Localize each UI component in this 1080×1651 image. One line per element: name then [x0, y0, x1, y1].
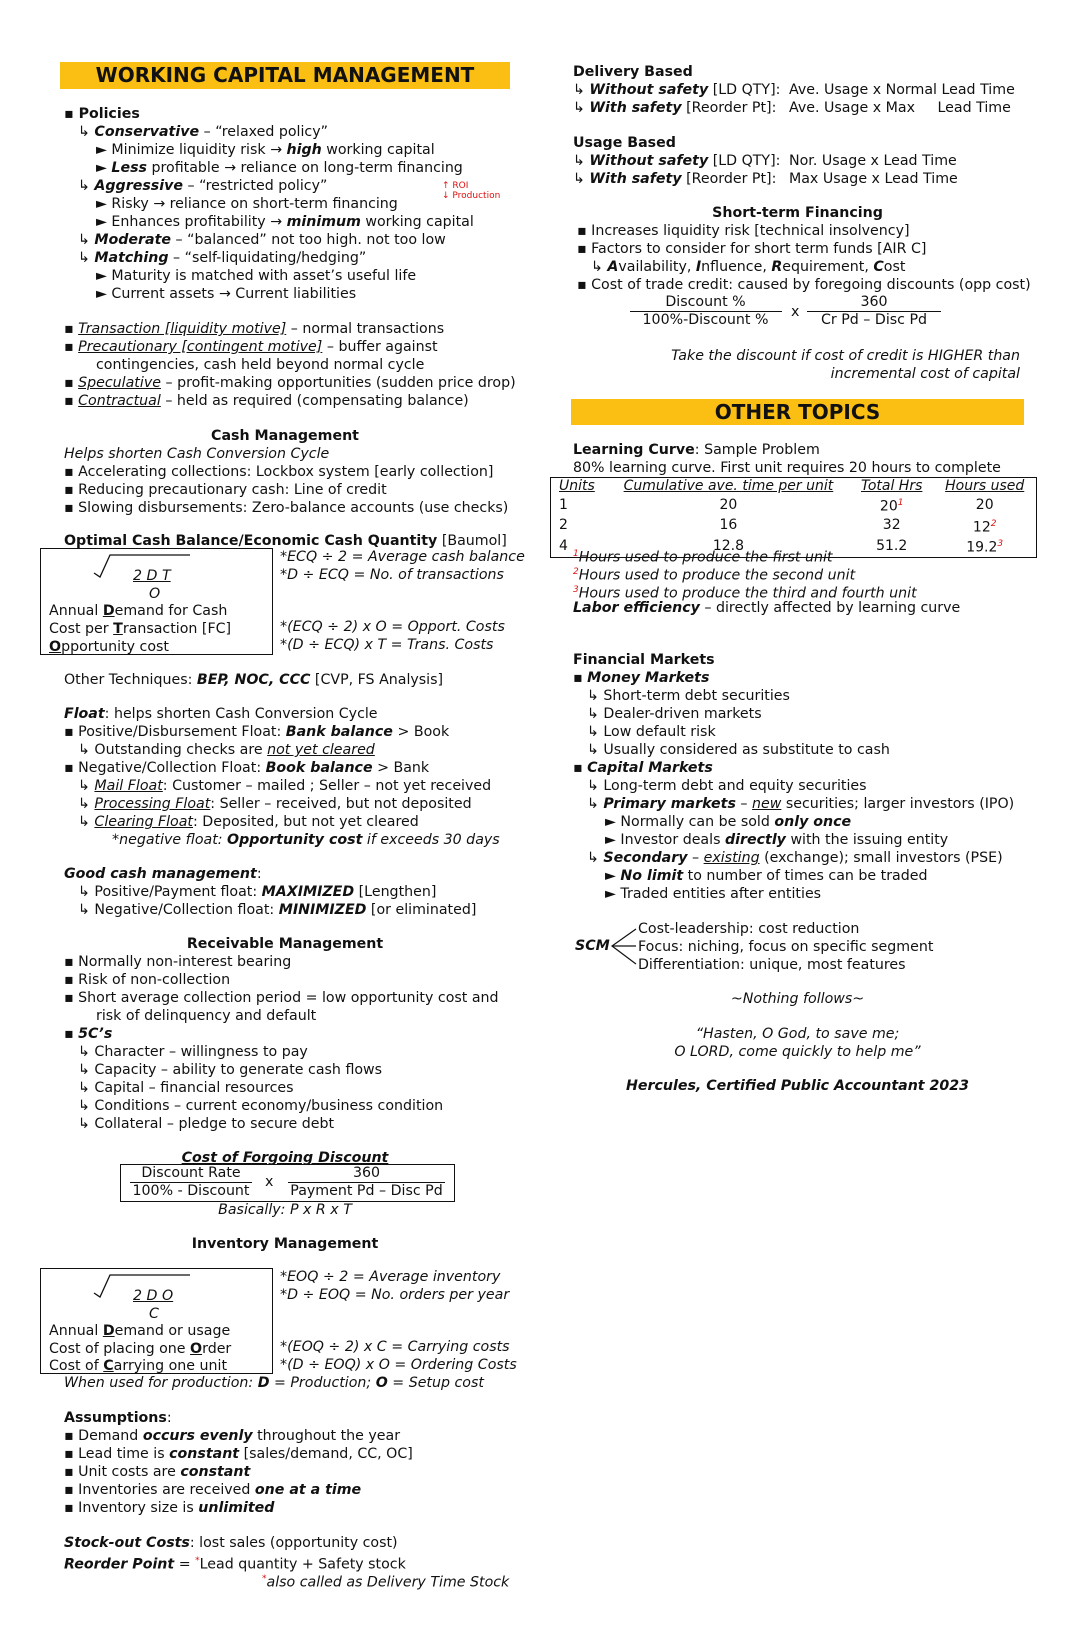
fin-markets-heading: Financial Markets [573, 652, 715, 668]
stf-note: incremental cost of capital [830, 366, 1020, 382]
table-cell: 20 [975, 496, 994, 513]
five-cs-heading: ▪ 5C’s [64, 1026, 113, 1042]
usage-with-safety: ↳ With safety [Reorder Pt]: [573, 171, 777, 187]
motive-contractual: ▪ Contractual – held as required (compensating balance) [64, 393, 469, 409]
stf-multiply: x [791, 304, 800, 320]
reorder-note: *also called as Delivery Time Stock [262, 1574, 510, 1591]
cash-heading: Cash Management [211, 428, 359, 444]
good-cash-heading: Good cash management: [64, 866, 262, 882]
eoq-note: *D ÷ EOQ = No. orders per year [280, 1287, 510, 1303]
table-header: Cumulative ave. time per unit [623, 478, 834, 494]
table-cell: 19.2$^3$ [966, 539, 1004, 556]
cash-sub: Helps shorten Cash Conversion Cycle [64, 446, 330, 462]
delivery-without-safety: ↳ Without safety [LD QTY]: [573, 82, 781, 98]
learning-footnote: $^3$Hours used to produce the third and fourth unit [573, 585, 917, 602]
scm-branch-icon [608, 926, 638, 968]
good-cash-negative: ↳ Negative/Collection float: MINIMIZED [or eliminated] [78, 902, 477, 918]
table-cell: 32 [882, 517, 901, 534]
secondary-market-item: ► Traded entities after entities [605, 886, 822, 902]
assumption-item: ▪ Inventories are received one at a time [64, 1482, 362, 1498]
ecq-numerator: 2 D T [133, 568, 171, 584]
learning-footnote: $^1$Hours used to produce the first unit [573, 549, 833, 566]
receivable-item: ▪ Short average collection period = low opportunity cost and [64, 990, 499, 1006]
five-c-item: ↳ Conditions – current economy/business condition [78, 1098, 444, 1114]
five-c-item: ↳ Character – willingness to pay [78, 1044, 308, 1060]
scm-label: SCM [575, 938, 610, 954]
assumption-item: ▪ Unit costs are constant [64, 1464, 251, 1480]
reorder-point: Reorder Point = *Lead quantity + Safety stock [64, 1556, 406, 1573]
table-row [551, 516, 1037, 537]
policy-aggressive-b2: ► Enhances profitability → minimum working capital [96, 214, 474, 230]
forgo-numerator-1: Discount Rate [141, 1165, 241, 1181]
delivery-with-safety-formula: Ave. Usage x Max Lead Time [789, 100, 1011, 116]
eoq-production-note: When used for production: D = Production; O = Setup cost [64, 1375, 484, 1391]
table-cell: 1 [559, 496, 568, 513]
money-market-item: ↳ Short-term debt securities [587, 688, 790, 704]
policy-conservative-b1: ► Minimize liquidity risk → high working capital [96, 142, 435, 158]
inventory-heading: Inventory Management [191, 1236, 379, 1252]
float-positive: ▪ Positive/Disbursement Float: Bank balance > Book [64, 724, 450, 740]
stf-numerator-1: Discount % [665, 294, 746, 310]
stf-denominator-2: Cr Pd – Disc Pd [820, 312, 928, 328]
eoq-numerator: 2 D O [133, 1288, 174, 1304]
eoq-def-demand: Annual Demand or usage [49, 1323, 231, 1339]
stf-heading: Short-term Financing [712, 205, 883, 221]
nothing-follows: ~Nothing follows~ [730, 991, 865, 1007]
policy-matching: ↳ Matching – “self-liquidating/hedging” [78, 250, 367, 266]
receivable-heading: Receivable Management [186, 936, 384, 952]
stf-item: ▪ Increases liquidity risk [technical insolvency] [577, 223, 910, 239]
forgo-denominator-2: Payment Pd – Disc Pd [290, 1183, 443, 1199]
float-negative: ▪ Negative/Collection Float: Book balance > Bank [64, 760, 430, 776]
eoq-note: *EOQ ÷ 2 = Average inventory [280, 1269, 501, 1285]
assumption-item: ▪ Demand occurs evenly throughout the year [64, 1428, 401, 1444]
policy-aggressive: ↳ Aggressive – “restricted policy” [78, 178, 328, 194]
table-header-row [551, 478, 1037, 496]
labor-efficiency: Labor efficiency – directly affected by learning curve [573, 600, 961, 616]
cash-item: ▪ Slowing disbursements: Zero-balance accounts (use checks) [64, 500, 509, 516]
policy-moderate: ↳ Moderate – “balanced” not too high. not too low [78, 232, 446, 248]
motive-precautionary-cont: contingencies, cash held beyond normal cycle [96, 357, 425, 373]
delivery-heading: Delivery Based [573, 64, 693, 80]
float-note: *negative float: Opportunity cost if exceeds 30 days [112, 832, 500, 848]
author-credit: Hercules, Certified Public Accountant 2023 [625, 1078, 970, 1094]
five-c-item: ↳ Capacity – ability to generate cash flows [78, 1062, 383, 1078]
learning-footnote: $^2$Hours used to produce the second unit [573, 567, 856, 584]
ecq-note: *ECQ ÷ 2 = Average cash balance [280, 549, 525, 565]
table-cell: $12^2$ [972, 518, 997, 536]
delivery-with-safety: ↳ With safety [Reorder Pt]: [573, 100, 777, 116]
money-market-item: ↳ Dealer-driven markets [587, 706, 762, 722]
other-topics-banner [571, 399, 1024, 425]
ecq-note: *D ÷ ECQ = No. of transactions [280, 567, 504, 583]
float-positive-sub: ↳ Outstanding checks are not yet cleared [78, 742, 375, 758]
eoq-note: *(EOQ ÷ 2) x C = Carrying costs [280, 1339, 510, 1355]
secondary-market-item: ► No limit to number of times can be traded [605, 868, 928, 884]
roi-note: ↑ ROI ↓ Production [442, 181, 501, 201]
stf-denominator-1: 100%-Discount % [642, 312, 769, 328]
money-market-item: ↳ Usually considered as substitute to cash [587, 742, 890, 758]
assumption-item: ▪ Lead time is constant [sales/demand, CC, OC] [64, 1446, 413, 1462]
table-cell: $20^1$ [879, 498, 904, 515]
assumption-item: ▪ Inventory size is unlimited [64, 1500, 275, 1516]
eoq-def-order: Cost of placing one Order [49, 1341, 232, 1357]
table-header: Total Hrs [861, 478, 923, 494]
quote-line: O LORD, come quickly to help me” [674, 1044, 921, 1060]
forgo-multiply: x [265, 1174, 274, 1190]
eoq-denominator: C [149, 1306, 159, 1322]
primary-market-item: ► Investor deals directly with the issuing entity [605, 832, 949, 848]
usage-without-safety: ↳ Without safety [LD QTY]: [573, 153, 781, 169]
policy-aggressive-b1: ► Risky → reliance on short-term financing [96, 196, 398, 212]
policy-conservative-b2: ► Less profitable → reliance on long-term financing [96, 160, 463, 176]
five-c-item: ↳ Capital – financial resources [78, 1080, 294, 1096]
cash-item: ▪ Accelerating collections: Lockbox system [early collection] [64, 464, 494, 480]
money-market-item: ↳ Low default risk [587, 724, 716, 740]
table-cell: 12.8 [712, 538, 745, 555]
table-cell: 2 [559, 517, 568, 534]
ecq-def-demand: Annual Demand for Cash [49, 603, 228, 619]
table-cell: 4 [559, 538, 568, 555]
assumptions-heading: Assumptions: [64, 1410, 172, 1426]
other-topics-title: OTHER TOPICS [714, 400, 881, 424]
primary-markets: ↳ Primary markets – new securities; larger investors (IPO) [587, 796, 1015, 812]
forgo-heading: Cost of Forgoing Discount [181, 1150, 389, 1166]
motive-speculative: ▪ Speculative – profit-making opportunities (sudden price drop) [64, 375, 516, 391]
table-row [551, 495, 1037, 516]
float-clearing: ↳ Clearing Float: Deposited, but not yet cleared [78, 814, 419, 830]
learning-curve-problem: 80% learning curve. First unit requires 20 hours to complete [573, 460, 1001, 476]
forgo-denominator-1: 100% - Discount [132, 1183, 250, 1199]
policies-heading: ▪ Policies [64, 106, 140, 122]
main-title-banner [60, 62, 510, 89]
forgo-numerator-2: 360 [352, 1165, 381, 1181]
eoq-def-carrying: Cost of Carrying one unit [49, 1358, 228, 1374]
float-mail: ↳ Mail Float: Customer – mailed ; Seller – not yet received [78, 778, 492, 794]
policy-conservative: ↳ Conservative – “relaxed policy” [78, 124, 328, 140]
float-heading: Float: helps shorten Cash Conversion Cycle [64, 706, 378, 722]
secondary-markets: ↳ Secondary – existing (exchange); small investors (PSE) [587, 850, 1003, 866]
ecq-heading: Optimal Cash Balance/Economic Cash Quantity [Baumol] [64, 533, 507, 549]
ecq-note: *(ECQ ÷ 2) x O = Opport. Costs [280, 619, 505, 635]
quote-line: “Hasten, O God, to save me; [695, 1026, 900, 1042]
receivable-item-cont: risk of delinquency and default [96, 1008, 317, 1024]
ecq-def-transaction: Cost per Transaction [FC] [49, 621, 232, 637]
table-cell: 51.2 [876, 538, 908, 555]
scm-item: Differentiation: unique, most features [638, 957, 906, 973]
primary-market-item: ► Normally can be sold only once [605, 814, 852, 830]
usage-without-safety-formula: Nor. Usage x Lead Time [789, 153, 957, 169]
float-processing: ↳ Processing Float: Seller – received, but not deposited [78, 796, 472, 812]
motive-precautionary: ▪ Precautionary [contingent motive] – buffer against [64, 339, 438, 355]
stf-item: ▪ Cost of trade credit: caused by foregoing discounts (opp cost) [577, 277, 1031, 293]
five-c-item: ↳ Collateral – pledge to secure debt [78, 1116, 335, 1132]
table-header: Hours used [945, 478, 1025, 494]
policy-matching-b2: ► Current assets → Current liabilities [96, 286, 357, 302]
money-markets: ▪ Money Markets [573, 670, 710, 686]
usage-with-safety-formula: Max Usage x Lead Time [789, 171, 958, 187]
stf-item: ▪ Factors to consider for short term funds [AIR C] [577, 241, 927, 257]
table-cell: 16 [719, 517, 738, 534]
stf-note: Take the discount if cost of credit is HIGHER than [671, 348, 1020, 364]
eoq-note: *(D ÷ EOQ) x O = Ordering Costs [280, 1357, 517, 1373]
forgo-basically: Basically: P x R x T [218, 1202, 352, 1218]
stf-air-c: ↳ Availability, Influence, Requirement, Cost [591, 259, 906, 275]
main-title: WORKING CAPITAL MANAGEMENT [95, 63, 475, 87]
ecq-note: *(D ÷ ECQ) x T = Trans. Costs [280, 637, 494, 653]
receivable-item: ▪ Normally non-interest bearing [64, 954, 292, 970]
capital-markets: ▪ Capital Markets [573, 760, 713, 776]
ecq-denominator: O [149, 586, 161, 602]
scm-item: Focus: niching, focus on specific segment [638, 939, 934, 955]
usage-heading: Usage Based [573, 135, 676, 151]
stockout-costs: Stock-out Costs: lost sales (opportunity cost) [64, 1535, 398, 1551]
capital-market-item: ↳ Long-term debt and equity securities [587, 778, 867, 794]
good-cash-positive: ↳ Positive/Payment float: MAXIMIZED [Lengthen] [78, 884, 437, 900]
ecq-def-opportunity: Opportunity cost [49, 639, 169, 655]
policy-matching-b1: ► Maturity is matched with asset’s useful life [96, 268, 417, 284]
motive-transaction: ▪ Transaction [liquidity motive] – normal transactions [64, 321, 445, 337]
table-header: Units [559, 478, 595, 494]
cash-item: ▪ Reducing precautionary cash: Line of credit [64, 482, 387, 498]
learning-curve-heading: Learning Curve: Sample Problem [573, 442, 820, 458]
stf-numerator-2: 360 [860, 294, 888, 310]
other-techniques: Other Techniques: BEP, NOC, CCC [CVP, FS Analysis] [64, 672, 444, 688]
scm-item: Cost-leadership: cost reduction [638, 921, 860, 937]
receivable-item: ▪ Risk of non-collection [64, 972, 231, 988]
table-cell: 20 [719, 496, 738, 513]
delivery-without-safety-formula: Ave. Usage x Normal Lead Time [789, 82, 1015, 98]
